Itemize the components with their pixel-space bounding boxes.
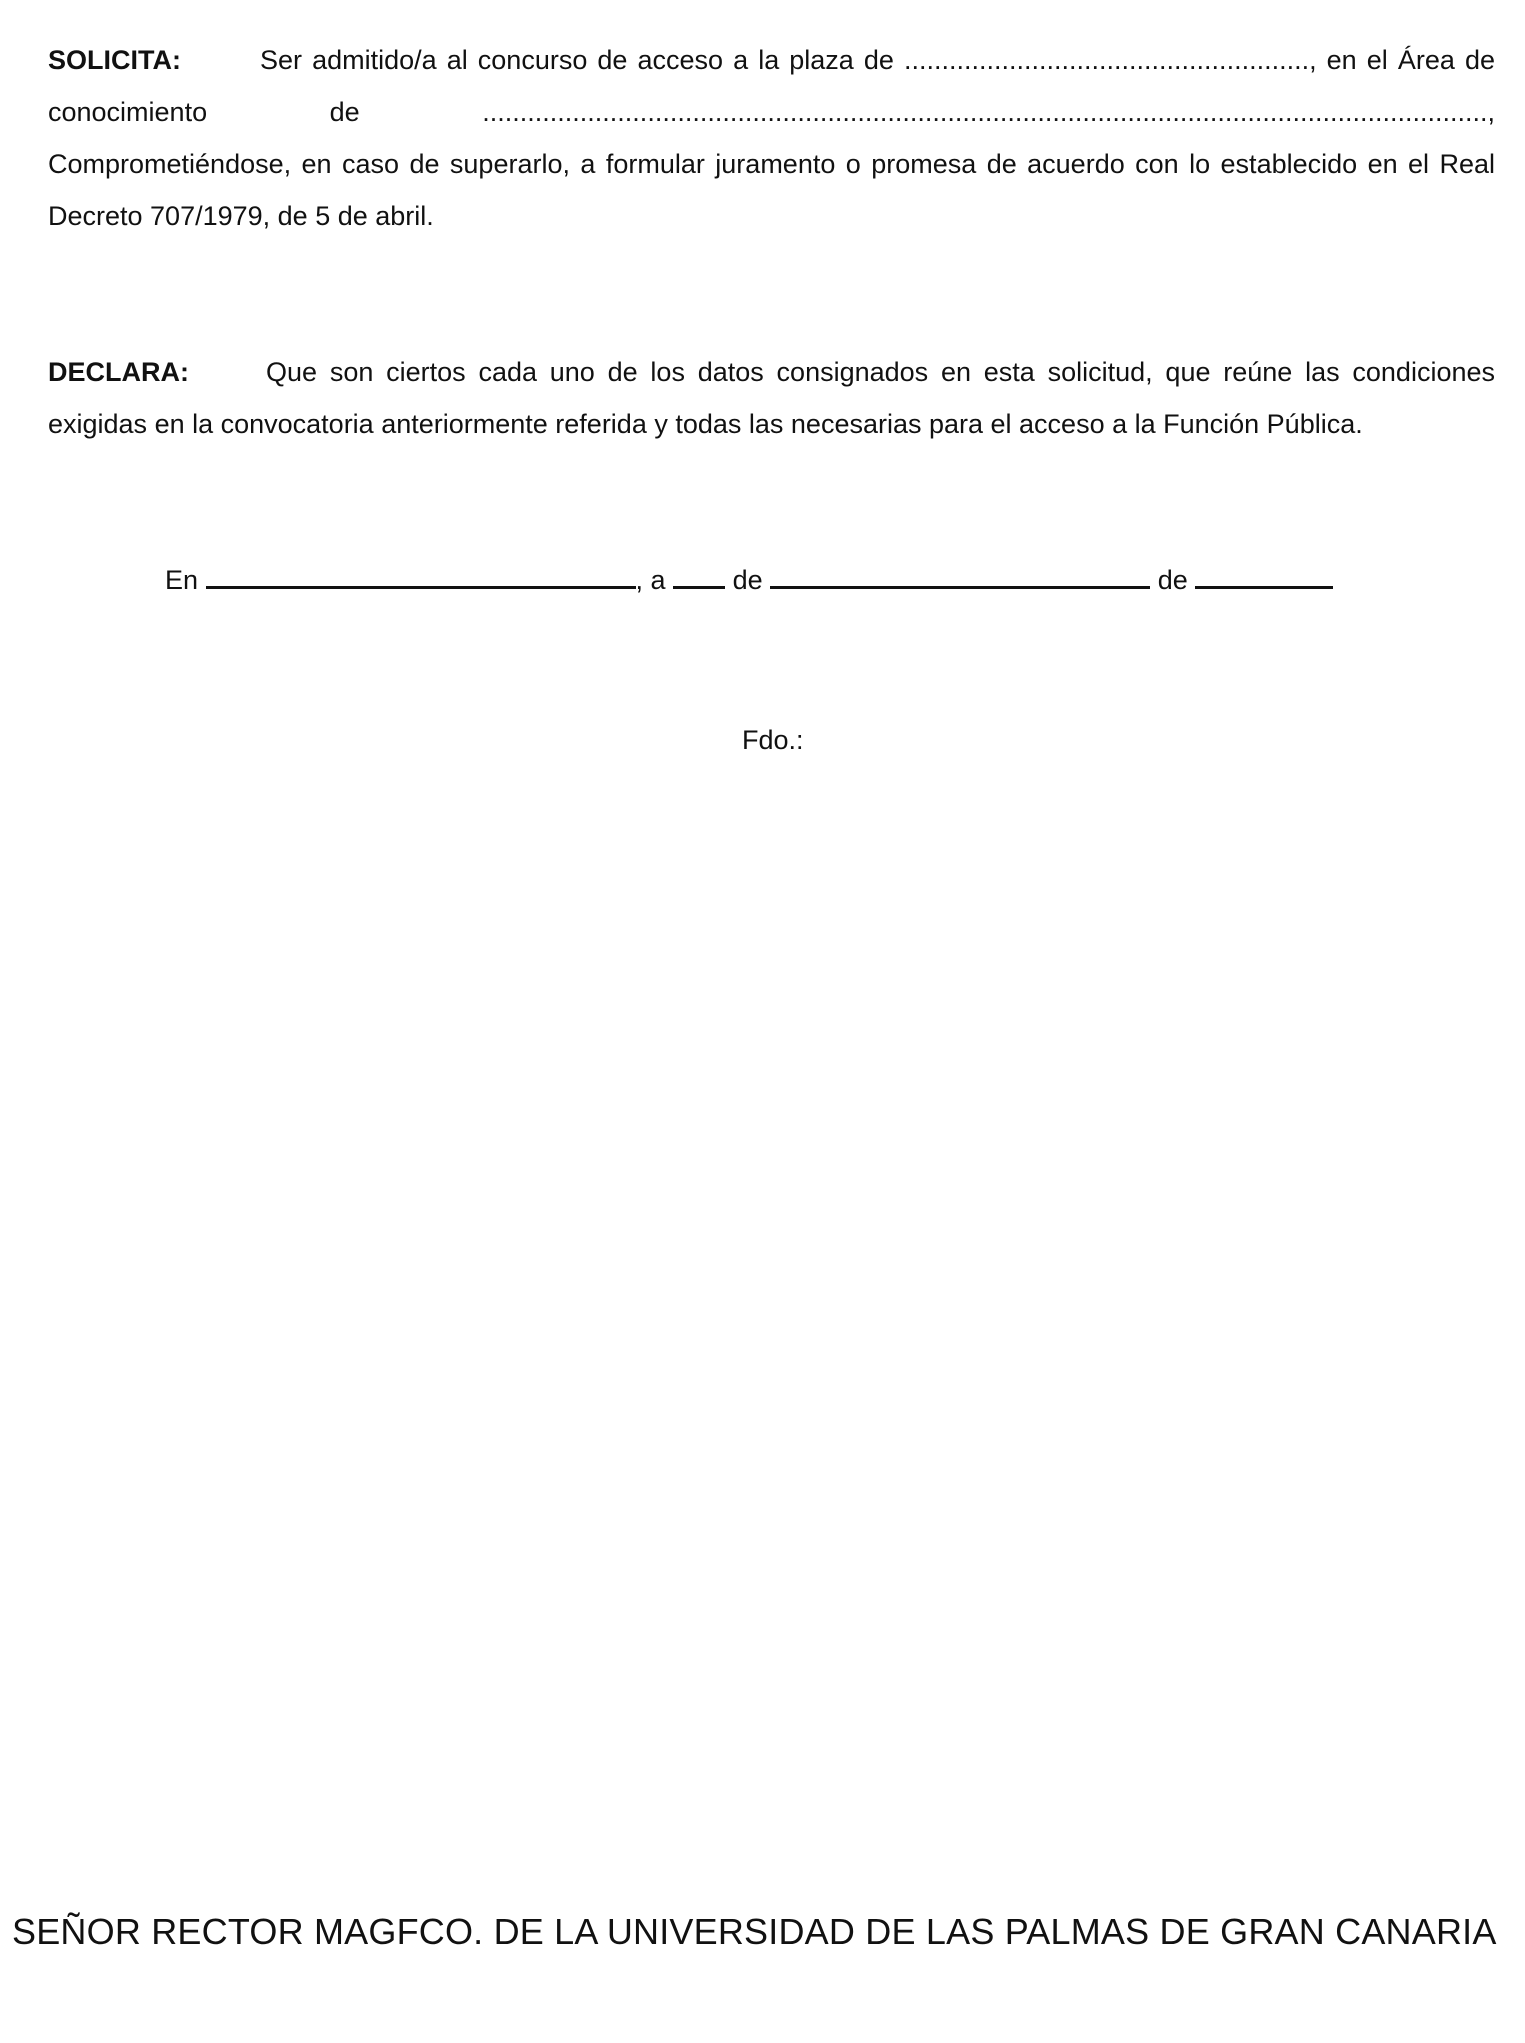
declara-text: Que son ciertos cada uno de los datos consignados en esta solicitud, que reúne las condiciones exigidas en la convocatoria anteriormente referida y todas las necesarias para el acceso a la Función Pública. [48, 357, 1495, 439]
signature-label: Fdo.: [742, 725, 804, 755]
year-field[interactable] [1195, 564, 1333, 589]
en-label: En [165, 565, 199, 595]
a-label: , a [635, 565, 666, 595]
solicita-label: SOLICITA: [48, 45, 181, 75]
de-label-year: de [1157, 565, 1188, 595]
day-field[interactable] [673, 564, 725, 589]
de-label-month: de [732, 565, 763, 595]
place-date-line [165, 560, 1333, 600]
declara-section [48, 346, 1495, 450]
solicita-area-connector: , en el [1309, 45, 1388, 75]
area-connector: , [1487, 97, 1495, 127]
solicita-section [48, 34, 1495, 242]
solicita-plaza-text: Ser admitido/a al concurso de acceso a la plaza de [260, 45, 904, 75]
plaza-fill-field[interactable]: ...................................................... [904, 45, 1310, 75]
area-fill-field[interactable]: ...................................................................................................................................... [482, 97, 1488, 127]
area-conocimiento-text: Área de conocimiento de [48, 45, 1495, 127]
declara-label: DECLARA: [48, 357, 189, 387]
addressee-footer: SEÑOR RECTOR MAGFCO. DE LA UNIVERSIDAD DE LAS PALMAS DE GRAN CANARIA [12, 1911, 1497, 1952]
place-field[interactable] [206, 564, 636, 589]
month-field[interactable] [770, 564, 1150, 589]
compromiso-text: Comprometiéndose, en caso de superarlo, a formular juramento o promesa de acuerdo con lo establecido en el Real Decreto 707/1979, de 5 de abril. [48, 149, 1495, 231]
